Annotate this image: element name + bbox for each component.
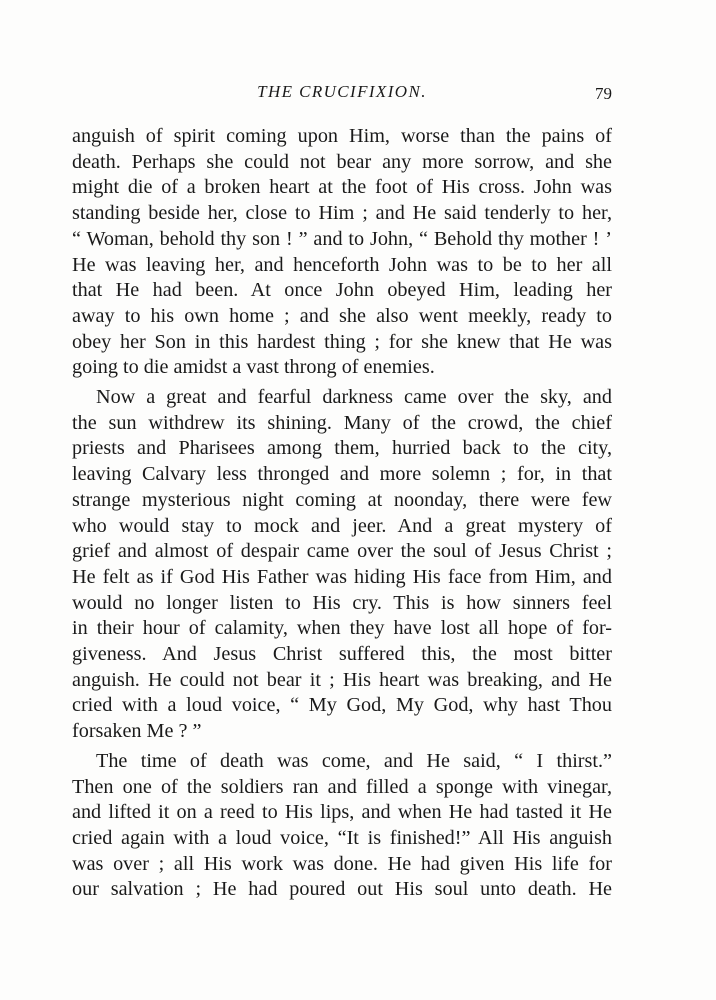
text-line: The time of death was come, and He said, “ I thirst.” <box>96 749 612 772</box>
text-line: might die of a broken heart at the foot of His cross. John was <box>72 176 612 199</box>
text-line: going to die amidst a vast throng of enemies. <box>72 356 435 379</box>
text-line: priests and Pharisees among them, hurried back to the city, <box>72 437 612 460</box>
text-line: Then one of the soldiers ran and filled a sponge with vinegar, <box>72 775 612 798</box>
text-line: strange mysterious night coming at noonday, there were few <box>72 488 612 511</box>
text-line: He was leaving her, and henceforth John was to be to her all <box>72 253 612 276</box>
text-line: would no longer listen to His cry. This is how sinners feel <box>72 591 612 614</box>
page-header <box>72 82 612 108</box>
text-line: cried again with a loud voice, “It is finished!” All His anguish <box>72 826 612 849</box>
page-number: 79 <box>595 84 612 103</box>
text-line: anguish. He could not bear it ; His heart was breaking, and He <box>72 668 612 691</box>
text-line: anguish of spirit coming upon Him, worse than the pains of <box>72 125 612 147</box>
text-line: and lifted it on a reed to His lips, and when He had tasted it He <box>72 801 612 824</box>
text-line: was over ; all His work was done. He had given His life for <box>72 852 612 875</box>
text-line: our salvation ; He had poured out His soul unto death. He <box>72 878 612 901</box>
text-line: leaving Calvary less thronged and more solemn ; for, in that <box>72 463 612 486</box>
running-head: THE CRUCIFIXION. <box>257 82 427 101</box>
text-line: death. Perhaps she could not bear any more sorrow, and she <box>72 150 612 173</box>
text-line: Now a great and fearful darkness came over the sky, and <box>96 386 612 409</box>
text-line: the sun withdrew its shining. Many of the crowd, the chief <box>72 411 612 434</box>
text-line: cried with a loud voice, “ My God, My God, why hast Thou <box>72 694 612 717</box>
body-text <box>72 124 612 903</box>
paragraph-1 <box>72 124 612 381</box>
text-line: grief and almost of despair came over the soul of Jesus Christ ; <box>72 540 612 563</box>
text-line: in their hour of calamity, when they have lost all hope of for- <box>72 617 612 640</box>
text-line: “ Woman, behold thy son ! ” and to John, “ Behold thy mother ! ’ <box>72 227 612 250</box>
paragraph-3 <box>72 749 612 903</box>
text-line: away to his own home ; and she also went meekly, ready to <box>72 304 612 327</box>
text-line: who would stay to mock and jeer. And a great mystery of <box>72 514 612 537</box>
text-line: giveness. And Jesus Christ suffered this, the most bitter <box>72 643 612 666</box>
text-line: standing beside her, close to Him ; and He said tenderly to her, <box>72 202 612 225</box>
text-line: forsaken Me ? ” <box>72 720 202 743</box>
paragraph-2 <box>72 385 612 745</box>
text-line: obey her Son in this hardest thing ; for she knew that He was <box>72 330 612 353</box>
text-line: that He had been. At once John obeyed Him, leading her <box>72 279 612 302</box>
text-line: He felt as if God His Father was hiding His face from Him, and <box>72 565 612 588</box>
